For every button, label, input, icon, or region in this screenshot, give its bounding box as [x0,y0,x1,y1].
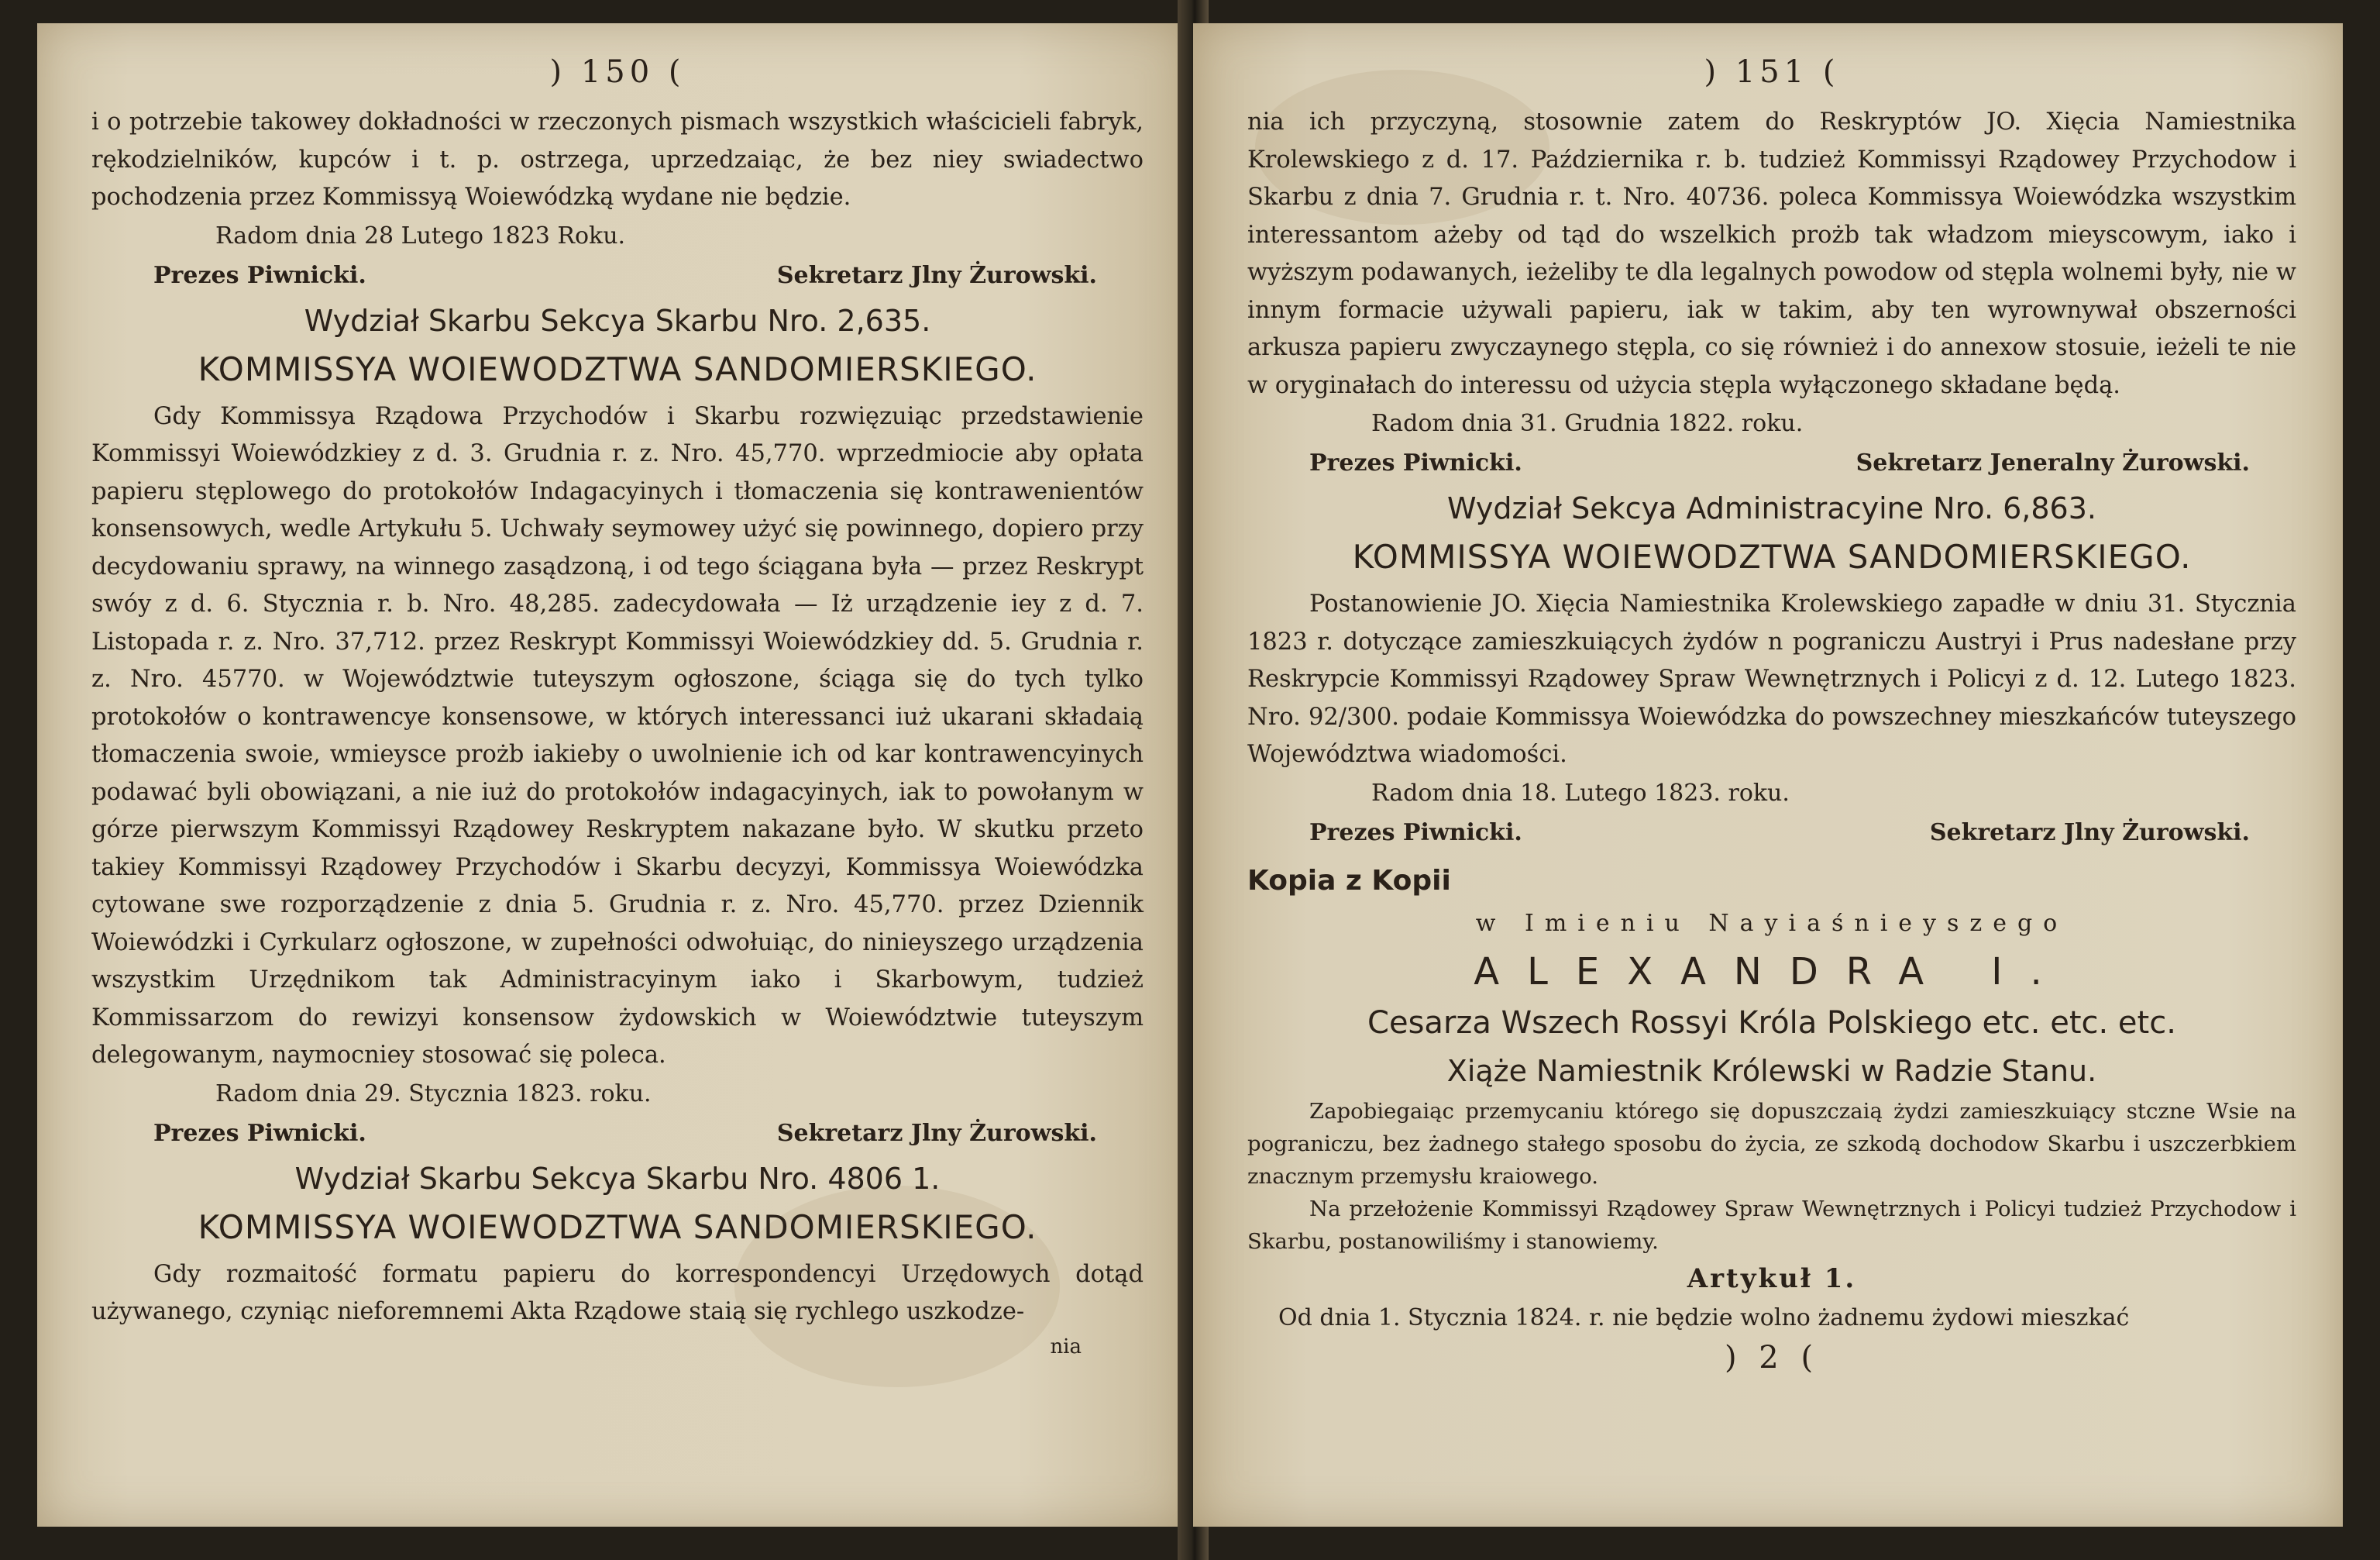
secretary-signature: Sekretarz Jlny Żurowski. [1929,818,2250,846]
signature-mark: ) 2 ( [1724,1339,1820,1376]
page-number: ) 151 ( [1704,54,1840,90]
signature-row [91,1114,1144,1154]
page-number: ) 150 ( [549,54,686,90]
copy-heading: Kopia z Kopii [1247,864,1451,897]
president-signature: Prezes Piwnicki. [153,261,366,289]
catchword: nia [1050,1334,1082,1359]
paragraph: i o potrzebie takowey dokładności w rzeczonych pismach wszystkich właścicieli fabryk, rękodzielników, kupców i t. p. ostrzega, uprzedzaiąc, że bez niey swiadectwo pochodzenia przez Kommissyą Woiewódzką wydane nie będzie. [91,108,1144,211]
president-signature: Prezes Piwnicki. [1309,818,1522,846]
date-line: Radom dnia 28 Lutego 1823 Roku. [215,222,626,250]
president-signature: Prezes Piwnicki. [1309,449,1522,477]
president-signature: Prezes Piwnicki. [153,1119,366,1147]
secretary-signature: Sekretarz Jeneralny Żurowski. [1856,449,2250,477]
monarch-title: Cesarza Wszech Rossyi Króla Polskiego etc. etc. etc. [1367,1004,2176,1041]
section-heading: Wydział Skarbu Sekcya Skarbu Nro. 2,635. [304,303,931,338]
section-heading: Wydział Sekcya Administracyine Nro. 6,863. [1446,491,2096,525]
in-the-name-line: w Imieniu Nayiaśnieyszego [1475,909,2069,937]
right-page-content [1247,54,2296,1376]
secretary-signature: Sekretarz Jlny Żurowski. [776,1119,1097,1147]
secretary-signature: Sekretarz Jlny Żurowski. [776,261,1097,289]
section-heading: Wydział Skarbu Sekcya Skarbu Nro. 4806 1. [294,1161,941,1196]
signature-row [1247,813,2296,853]
date-line: Radom dnia 18. Lutego 1823. roku. [1371,779,1790,807]
paragraph: Postanowienie JO. Xięcia Namiestnika Krolewskiego zapadłe w dniu 31. Stycznia 1823 r. dotyczące zamieszkuiących żydów n pograniczu Austryi i Prus nadesłane przy Reskrypcie Kommissyi Rządowey Spraw Wewnętrznych i Policyi z d. 12. Lutego 1823. Nro. 92/300. podaie Kommissya Woiewódzka do powszechney mieszkańców tuteyszego Województwa wiadomości. [1247,591,2296,768]
kommissya-heading: KOMMISSYA WOIEWODZTWA SANDOMIERSKIEGO. [198,350,1037,388]
signature-row [1247,443,2296,484]
right-page [1193,23,2343,1527]
paragraph: Zapobiegaiąc przemycaniu którego się dopuszczaią żydzi zamieszkuiący stczne Wsie na pograniczu, bez żadnego stałego sposobu do życia, ze szkodą dochodow Skarbu i uszczerbkiem znacznym przemysłu kraiowego. [1247,1098,2296,1189]
left-page-content [91,54,1144,1362]
paragraph: Od dnia 1. Stycznia 1824. r. nie będzie wolno żadnemu żydowi mieszkać [1278,1303,2130,1331]
kommissya-heading: KOMMISSYA WOIEWODZTWA SANDOMIERSKIEGO. [198,1207,1037,1246]
date-line: Radom dnia 31. Grudnia 1822. roku. [1371,410,1804,437]
signature-row [91,256,1144,296]
monarch-name: ALEXANDRA I. [1474,949,2070,994]
paragraph: Na przełożenie Kommissyi Rządowey Spraw Wewnętrznych i Policyi tudzież Przychodow i Skarbu, postanowiliśmy i stanowiemy. [1247,1196,2296,1254]
kommissya-heading: KOMMISSYA WOIEWODZTWA SANDOMIERSKIEGO. [1352,538,2192,576]
article-heading: Artykuł 1. [1687,1262,1857,1294]
date-line: Radom dnia 29. Stycznia 1823. roku. [215,1080,652,1107]
left-page [37,23,1190,1527]
paragraph: Gdy rozmaitość formatu papieru do korrespondencyi Urzędowych dotąd używanego, czyniąc nieforemnemi Akta Rządowe staią się rychlego uszkodze- [91,1260,1144,1325]
paragraph: Gdy Kommissya Rządowa Przychodów i Skarbu rozwięzuiąc przedstawienie Kommissyi Woiewódzkiey z d. 3. Grudnia r. z. Nro. 45,770. wprzedmiocie aby opłata papieru stęplowego do protokołów Indagacyinych i tłomaczenia się kontrawenientów konsensowych, wedle Artykułu 5. Uchwały seymowey użyć się powinnego, dopiero przy decydowaniu sprawy, na winnego zasądzoną, i od tego ściągana była — przez Reskrypt swóy z d. 6. Stycznia r. b. Nro. 48,285. zadecydowała — Iż urządzenie iey z d. 7. Listopada r. z. Nro. 37,712. przez Reskrypt Kommissyi Woiewódzkiey dd. 5. Grudnia r. z. Nro. 45770. w Województwie tuteyszym ogłoszone, ściąga się do tych tylko protokołów o kontrawencye konsensowe, w których interessanci iuż ukarani składaią tłomaczenia swoie, wmieysce prożb iakieby o uwolnienie ich od kar kontrawencyinych podawać byli obowiązani, a nie iuż do protokołów indagacyinych, iak to powołanym w górze pierwszym Kommissyi Rządowey Reskryptem nakazane było. W skutku przeto takiey Kommissyi Rządowey Przychodów i Skarbu decyzyi, Kommissya Woiewódzka cytowane swe rozporządzenie z dnia 5. Grudnia r. z. Nro. 45,770. przez Dziennik Woiewódzki i Cyrkularz ogłoszone, w zupełności odwołuiąc, do ninieyszego urządzenia wszystkim Urzędnikom tak Administracyinym iako i Skarbowym, tudzież Kommissarzom do rewizyi konsensow żydowskich w Woiewództwie tuteyszym delegowanym, naymocniey stosować się poleca. [91,402,1144,1069]
viceroy-title: Xiąże Namiestnik Królewski w Radzie Stanu. [1446,1053,2097,1088]
paragraph: nia ich przyczyną, stosownie zatem do Reskryptów JO. Xięcia Namiestnika Krolewskiego z d. 17. Października r. b. tudzież Kommissyi Rządowey Przychodow i Skarbu z dnia 7. Grudnia r. t. Nro. 40736. poleca Kommissya Woiewódzka wszystkim interessantom ażeby od tąd do wszelkich prożb tak władzom mieyscowym, iako i wyższym podawanych, ieżeliby te dla legalnych powodow od stępla wolnemi były, nie w innym formacie używali papieru, iak w takim, aby ten wyrownywał obszerności arkusza papieru zwyczaynego stępla, co się również i do annexow stosuie, ieżeli te nie w oryginałach do interessu od użycia stępla wyłączonego składane będą. [1247,108,2296,399]
